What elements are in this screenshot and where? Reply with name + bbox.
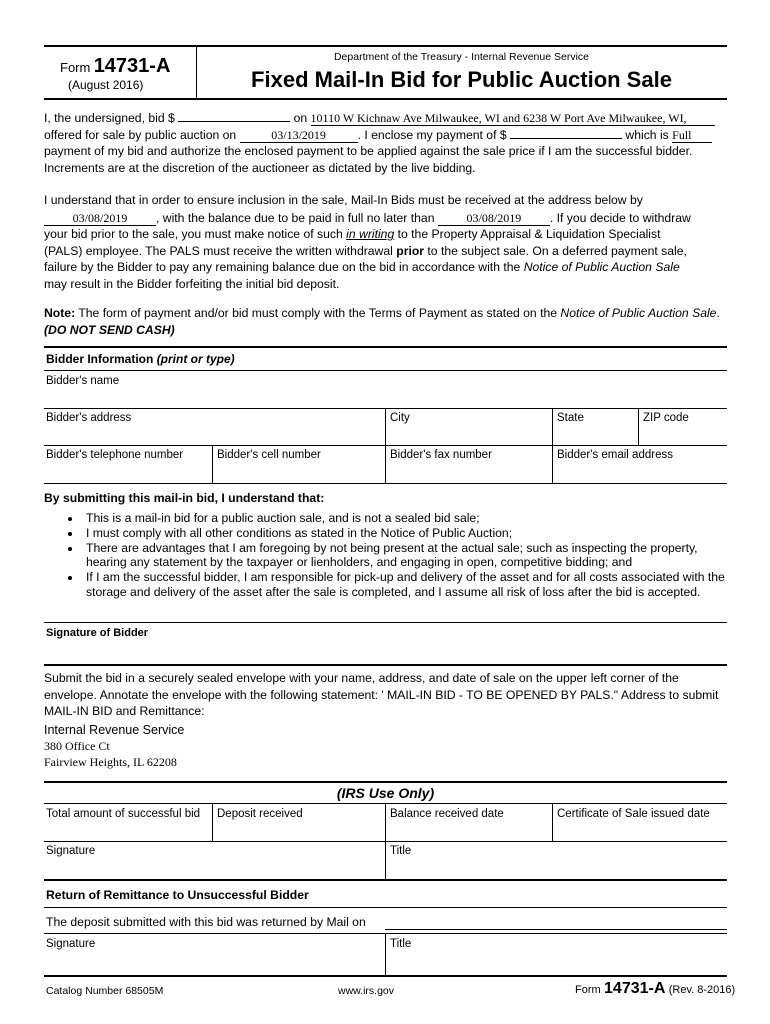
form-date: (August 2016) <box>68 78 144 92</box>
list-item: • There are advantages that I am foregoing by not being present at the actual sale; such as inspecting the property, hearing any statement by the taxpayer or lienholders, and engaging in open, competitive bidding; and <box>82 541 734 571</box>
remittance-signature-label: Signature <box>46 938 96 950</box>
form-number: 14731-A <box>93 55 171 77</box>
page-title: Fixed Mail-In Bid for Public Auction Sale <box>251 67 672 92</box>
irs-use-heading: (IRS Use Only) <box>336 785 435 801</box>
returned-date-field[interactable] <box>385 929 727 930</box>
list-item: • I must comply with all other conditions as stated in the Notice of Public Auction; <box>82 526 734 541</box>
signature-of-bidder-label: Signature of Bidder <box>46 627 149 639</box>
balance-received-label: Balance received date <box>390 808 504 820</box>
email-label: Bidder's email address <box>557 449 673 461</box>
understand-paragraph: I understand that in order to ensure inclusion in the sale, Mail-In Bids must be received at the address below by 03/08/2019 , with the balance due to be paid in full no later than 03/08/2019 . If you decide to withdraw your bid prior to the sale, you must make notice of such in writing to the Property Appraisal & Liquidation Specialist (PALS) employee. The PALS must receive the written withdrawal prior to the subject sale. On a deferred payment sale, failure by the Bidder to pay any remaining balance due on the bid in accordance with the Notice of Public Auction Sale may result in the Bidder forfeiting the initial bid deposit. <box>44 193 691 291</box>
telephone-label: Bidder's telephone number <box>46 449 184 461</box>
bidder-signature-field[interactable] <box>44 642 727 664</box>
bidder-name-label: Bidder's name <box>46 375 120 387</box>
in-writing-text: in writing <box>346 227 395 241</box>
property-field[interactable]: 10110 W Kichnaw Ave Milwaukee, WI and 6238 W Port Ave Milwaukee, WI, <box>311 111 715 126</box>
which-is-field[interactable]: Full <box>672 128 712 143</box>
cell-label: Bidder's cell number <box>217 449 321 461</box>
city-label: City <box>390 412 410 424</box>
received-by-field[interactable]: 03/08/2019 <box>44 211 156 226</box>
header-bottom-rule <box>44 98 727 100</box>
department: Department of the Treasury - Internal Revenue Service <box>333 51 590 63</box>
submitting-list <box>44 511 734 600</box>
bidder-name-field[interactable] <box>44 390 727 408</box>
remittance-title-label: Title <box>390 938 412 950</box>
balance-due-field[interactable]: 03/08/2019 <box>438 211 550 226</box>
fax-label: Bidder's fax number <box>390 449 492 461</box>
certificate-date-label: Certificate of Sale issued date <box>557 808 710 820</box>
remittance-text: The deposit submitted with this bid was returned by Mail on <box>46 915 366 929</box>
address-line-1: Internal Revenue Service <box>44 723 185 737</box>
bidder-address-label: Bidder's address <box>46 412 132 424</box>
bidder-info-heading: Bidder Information (print or type) <box>46 352 235 366</box>
address-line-3: Fairview Heights, IL 62208 <box>44 755 177 769</box>
payment-amount-field[interactable] <box>510 138 622 139</box>
irs-url[interactable]: www.irs.gov <box>338 985 395 997</box>
list-item: • This is a mail-in bid for a public auction sale, and is not a sealed bid sale; <box>82 511 734 526</box>
remittance-heading: Return of Remittance to Unsuccessful Bidder <box>46 888 309 902</box>
zip-label: ZIP code <box>643 412 689 424</box>
top-rule <box>44 45 727 47</box>
address-line-2: 380 Office Ct <box>44 739 110 753</box>
auction-date-field[interactable]: 03/13/2019 <box>240 128 358 143</box>
submit-instructions: Submit the bid in a securely sealed envelope with your name, address, and date of sale on the upper left corner of the envelope. Annotate the envelope with the following statement: ' MAIL-IN BID - TO BE OPENED BY PALS." Address to submit MAIL-IN BID and Remittance: <box>44 671 719 718</box>
form-prefix: Form <box>60 60 91 75</box>
footer-form-id: Form 14731-A (Rev. 8-2016) <box>575 980 736 997</box>
total-amount-label: Total amount of successful bid <box>46 808 201 820</box>
submitting-heading: By submitting this mail-in bid, I understand that: <box>44 491 325 505</box>
irs-signature-label: Signature <box>46 845 96 857</box>
deposit-received-label: Deposit received <box>217 808 303 820</box>
note-paragraph: Note: The form of payment and/or bid must comply with the Terms of Payment as stated on the Notice of Public Auction Sale. (DO NOT SEND CASH) <box>44 306 720 337</box>
catalog-number: Catalog Number 68505M <box>46 985 164 997</box>
bid-amount-field[interactable] <box>178 121 290 122</box>
list-item: • If I am the successful bidder, I am responsible for pick-up and delivery of the asset and for all costs associated with the storage and delivery of the asset after the sale is completed, and I assume all risk of loss after the bid is accepted. <box>82 570 734 600</box>
irs-title-label: Title <box>390 845 412 857</box>
state-label: State <box>557 412 584 424</box>
form-id <box>60 55 170 78</box>
intro-paragraph: I, the undersigned, bid $ on 10110 W Kichnaw Ave Milwaukee, WI and 6238 W Port Ave Milwaukee, WI, offered for sale by public auction on 03/13/2019 . I enclose my payment of $ which is Full payment of my bid and authorize the enclosed payment to be applied against the sale price if I am the successful bidder. Increments are at the discretion of the auctioneer as dictated by the live bidding. <box>44 110 734 176</box>
